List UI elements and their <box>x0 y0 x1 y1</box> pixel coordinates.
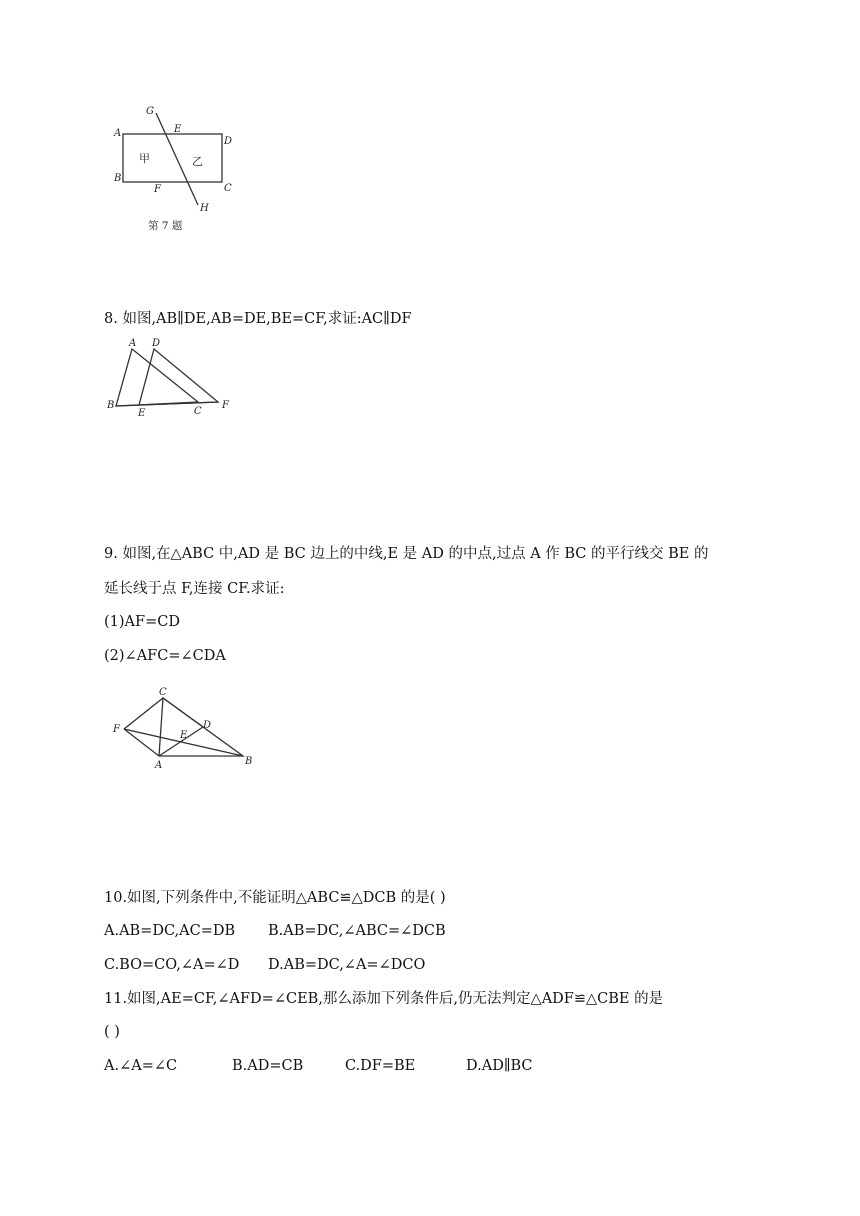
question-10-stem: 10.如图,下列条件中,不能证明△ABC≌△DCB 的是( ) <box>104 890 446 906</box>
line-bf <box>116 402 218 406</box>
question-10-option-a: A.AB=DC,AC=DB <box>104 923 236 939</box>
question-11-option-c: C.DF=BE <box>345 1058 416 1074</box>
question-10-option-c: C.BO=CO,∠A=∠D <box>104 957 240 973</box>
label-a: A <box>114 128 122 139</box>
figure-q7 <box>104 98 254 238</box>
label-c: C <box>194 406 202 417</box>
figure-q9 <box>104 684 264 774</box>
label-a: A <box>129 338 137 349</box>
question-9-line2: 延长线于点 F,连接 CF.求证: <box>104 581 285 597</box>
question-11-paren: ( ) <box>104 1024 120 1040</box>
line-cd <box>163 698 203 727</box>
label-c: C <box>159 687 167 698</box>
label-f: F <box>113 724 120 735</box>
label-b: B <box>245 756 253 767</box>
region-yi: 乙 <box>192 155 203 168</box>
label-d: D <box>224 136 233 147</box>
label-h: H <box>200 203 209 214</box>
label-b: B <box>114 173 122 184</box>
label-d: D <box>203 720 212 731</box>
label-a: A <box>155 760 163 771</box>
label-d: D <box>152 338 161 349</box>
label-f: F <box>222 400 229 411</box>
figure-q8 <box>104 336 244 426</box>
question-9-part2: (2)∠AFC=∠CDA <box>104 648 226 664</box>
triangle-abc <box>116 349 198 406</box>
label-e: E <box>180 730 188 741</box>
question-11-option-b: B.AD=CB <box>232 1058 304 1074</box>
label-b: B <box>107 400 115 411</box>
question-9-part1: (1)AF=CD <box>104 614 180 630</box>
question-9-line1: 9. 如图,在△ABC 中,AD 是 BC 边上的中线,E 是 AD 的中点,过点 A 作 BC 的平行线交 BE 的 <box>104 546 709 562</box>
triangle-def <box>139 349 218 405</box>
label-f: F <box>154 184 161 195</box>
label-g: G <box>146 106 154 117</box>
question-11-option-d: D.AD∥BC <box>466 1058 533 1074</box>
question-10-option-d: D.AB=DC,∠A=∠DCO <box>268 957 426 973</box>
region-jia: 甲 <box>139 152 150 165</box>
figure-caption: 第 7 题 <box>148 220 183 232</box>
label-e: E <box>174 124 182 135</box>
question-10-option-b: B.AB=DC,∠ABC=∠DCB <box>268 923 446 939</box>
question-11-option-a: A.∠A=∠C <box>104 1058 178 1074</box>
question-8-text: 8. 如图,AB∥DE,AB=DE,BE=CF,求证:AC∥DF <box>104 311 412 327</box>
line-cf <box>124 698 163 729</box>
rectangle-abcd <box>123 134 222 182</box>
question-11-stem: 11.如图,AE=CF,∠AFD=∠CEB,那么添加下列条件后,仍无法判定△ADF≌△CBE 的是 <box>104 991 664 1007</box>
label-e: E <box>138 408 146 419</box>
label-c: C <box>224 183 232 194</box>
